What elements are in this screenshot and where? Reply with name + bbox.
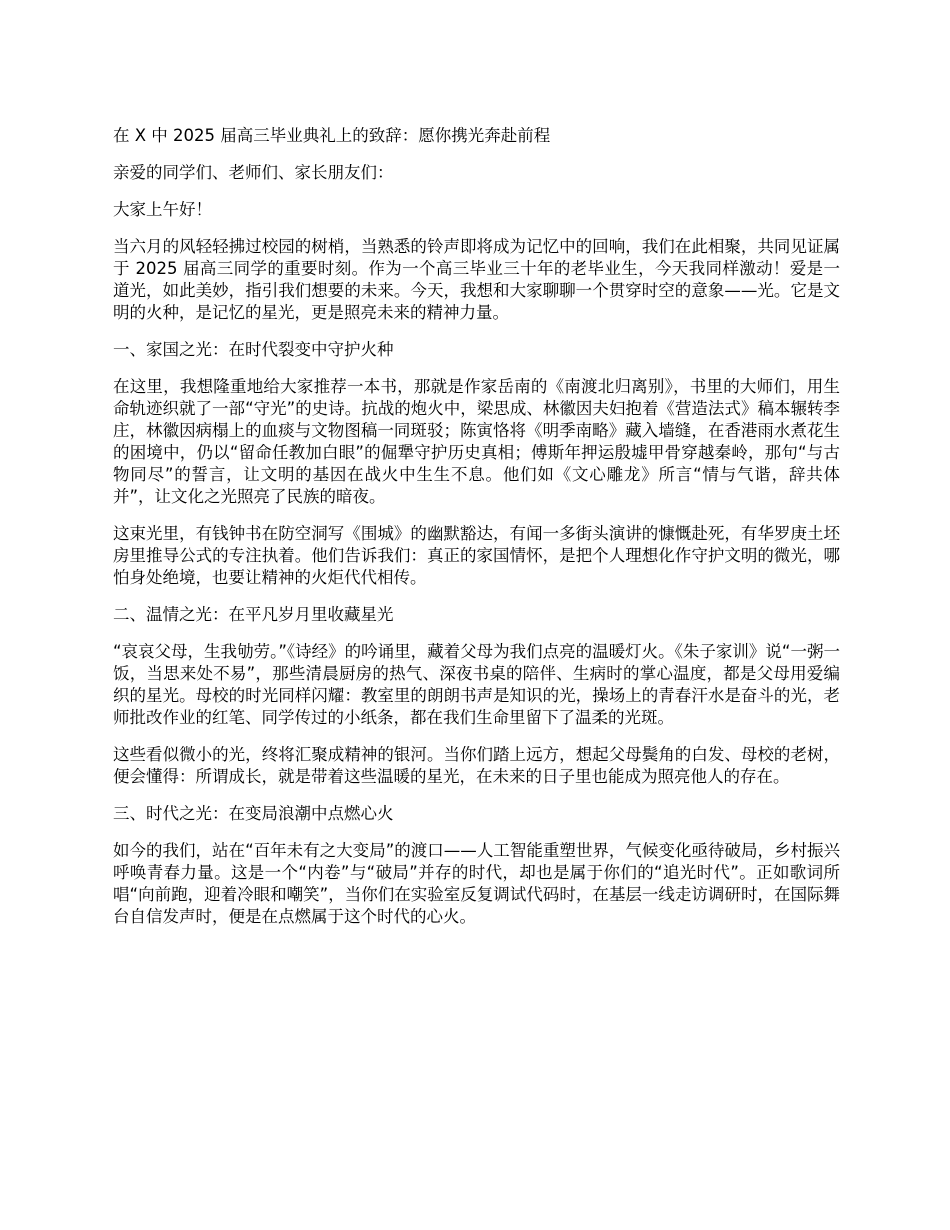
section-heading-1: 一、家国之光：在时代裂变中守护火种	[113, 340, 394, 359]
section-heading-2: 二、温情之光：在平凡岁月里收藏星光	[113, 605, 394, 624]
greeting: 大家上午好！	[113, 200, 212, 219]
section-1-paragraph-1: 在这里，我想隆重地给大家推荐一本书，那就是作家岳南的《南渡北归离别》，书里的大师们，用生命轨迹织就了一部“守光”的史诗。抗战的炮火中，梁思成、林徽因夫妇抱着《营造法式》稿本辗转李庄，林徽因病榻上的血痰与文物图稿一同斑驳；陈寅恪将《明季南略》藏入墙缝，在香港雨水煮花生的困境中，仍以“留命任教加白眼”的倔犟守护历史真相；傅斯年押运殷墟甲骨穿越秦岭，那句“与古物同尽”的誓言，让文明的基因在战火中生生不息。他们如《文心雕龙》所言“情与气谐，辞共体并”，让文化之光照亮了民族的暗夜。	[113, 377, 840, 506]
section-2-paragraph-2: 这些看似微小的光，终将汇聚成精神的银河。当你们踏上远方，想起父母鬓角的白发、母校的老树，便会懂得：所谓成长，就是带着这些温暖的星光，在未来的日子里也能成为照亮他人的存在。	[113, 745, 840, 786]
section-2-paragraph-1: “哀哀父母，生我劬劳。”《诗经》的吟诵里，藏着父母为我们点亮的温暖灯火。《朱子家训》说“一粥一饭，当思来处不易”，那些清晨厨房的热气、深夜书桌的陪伴、生病时的掌心温度，都是父母用爱编织的星光。母校的时光同样闪耀：教室里的朗朗书声是知识的光，操场上的青春汗水是奋斗的光，老师批改作业的红笔、同学传过的小纸条，都在我们生命里留下了温柔的光斑。	[113, 642, 840, 727]
section-1-paragraph-2: 这束光里，有钱钟书在防空洞写《围城》的幽默豁达，有闻一多街头演讲的慷慨赴死，有华罗庚土坯房里推导公式的专注执着。他们告诉我们：真正的家国情怀，是把个人理想化作守护文明的微光，哪怕身处绝境，也要让精神的火炬代代相传。	[113, 524, 840, 587]
document-title: 在 X 中 2025 届高三毕业典礼上的致辞：愿你携光奔赴前程	[113, 126, 551, 145]
section-heading-3: 三、时代之光：在变局浪潮中点燃心火	[113, 804, 394, 823]
salutation: 亲爱的同学们、老师们、家长朋友们：	[113, 163, 394, 182]
section-3-paragraph-1: 如今的我们，站在“百年未有之大变局”的渡口——人工智能重塑世界，气候变化亟待破局，乡村振兴呼唤青春力量。这是一个“内卷”与“破局”并存的时代，却也是属于你们的“追光时代”。正如歌词所唱“向前跑，迎着冷眼和嘲笑”，当你们在实验室反复调试代码时，在基层一线走访调研时，在国际舞台自信发声时，便是在点燃属于这个时代的心火。	[113, 841, 840, 926]
intro-paragraph: 当六月的风轻轻拂过校园的树梢，当熟悉的铃声即将成为记忆中的回响，我们在此相聚，共同见证属于 2025 届高三同学的重要时刻。作为一个高三毕业三十年的老毕业生，今天我同样激动！爱是一道光，如此美妙，指引我们想要的未来。今天，我想和大家聊聊一个贯穿时空的意象——光。它是文明的火种，是记忆的星光，更是照亮未来的精神力量。	[113, 237, 840, 322]
document-page	[113, 125, 840, 943]
